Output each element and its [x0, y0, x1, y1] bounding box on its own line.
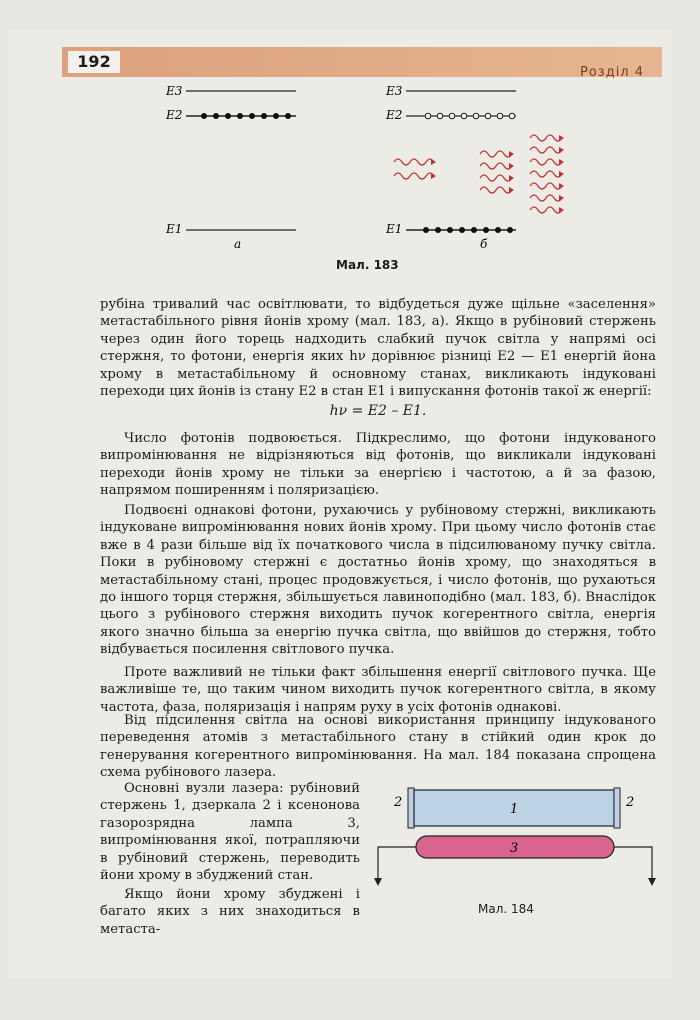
label-a: а — [234, 237, 242, 251]
mirror-right — [614, 788, 620, 828]
header-band — [62, 47, 662, 77]
paragraph-6: Основні вузли лазера: рубіновий стержень 1, дзеркала 2 і ксенонова газорозрядна лампа 3, випромінювання якої, потрапляючи в рубіновий стержень, переводить йони хрому в збуджений стан. — [100, 781, 360, 884]
mirror-left — [408, 788, 414, 828]
figure-183 — [150, 80, 570, 260]
paragraph-4: Проте важливий не тільки факт збільшення енергії світлового пучка. Ще важливіше те, що таким чином виходить пучок когерентного світла, в якому частота, фаза, поляризація і напрям руху в усіх фотонів однакові. — [100, 665, 656, 715]
photon-waves — [394, 135, 562, 213]
label-mirror-left: 2 — [394, 795, 403, 810]
figure-183-caption: Мал. 183 — [336, 258, 399, 272]
figure-184 — [370, 770, 660, 900]
level-label-e2-a: E2 — [166, 108, 183, 122]
level-label-e3-b: E3 — [386, 84, 403, 98]
wire-arrowheads — [374, 878, 656, 886]
page-number: 192 — [68, 51, 120, 73]
figure-184-caption: Мал. 184 — [478, 902, 534, 916]
level-label-e3-a: E3 — [166, 84, 183, 98]
diagram-b — [385, 84, 564, 251]
paragraph-2: Число фотонів подвоюється. Підкреслимо, що фотони індукованого випромінювання не відрізняються від фотонів, що викликали індуковані переходи йонів хрому не тільки за енергією і частотою, а й за фазою, напрямом поширенням і поляризацією. — [100, 431, 656, 499]
paragraph-5: Від підсилення світла на основі використання принципу індукованого переведення атомів з метастабільного стану в стійкий один крок до генерування когерентного випромінювання. На мал. 184 показана спрощена схема рубінового лазера. — [100, 713, 656, 781]
level-label-e1-a: E1 — [166, 222, 183, 236]
label-mirror-right: 2 — [626, 795, 635, 810]
paragraph-3: Подвоєні однакові фотони, рухаючись у рубіновому стержні, викликають індуковане випромінювання нових йонів хрому. При цьому число фотонів стає вже в 4 рази більше від їх початкового числа в підсилюваному пучку світла. Поки в рубіновому стержні є достатньо йонів хрому, що знаходяться в метастабільному стані, процес продовжується, і число фотонів, що рухаються до іншого торця стержня, збільшується лавиноподібно (мал. 183, б). Внаслідок цього з рубінового стержня виходить пучок когерентного світла, енергія якого значно більша за енергію пучка світла, що ввійшов до стержня, тобто відбувається посилення світлового пучка. — [100, 503, 656, 658]
paragraph-7: Якщо йони хрому збуджені і багато яких з них знаходиться в метаста- — [100, 887, 360, 937]
level-label-e2-b: E2 — [386, 108, 403, 122]
diagram-a — [165, 84, 296, 251]
level-label-e1-b: E1 — [386, 222, 403, 236]
section-label: Розділ 4 — [580, 65, 645, 80]
label-b: б — [480, 237, 488, 251]
formula: hν = E2 – E1. — [329, 403, 427, 419]
paragraph-1: рубіна тривалий час освітлювати, то відбудеться дуже щільне «заселення» метастабільного рівня йонів хрому (мал. 183, а). Якщо в рубіновий стержень через один його торець надходить слабкий пучок світла у напрямі осі стержня, то фотони, енергія яких hν дорівнює різниці E2 — E1 енергій йона хрому в метастабільному й основному станах, викликають індуковані переходи цих йонів із стану E2 в стан E1 і випускання фотонів такої ж енергії: — [100, 297, 656, 400]
photon-arrowheads — [431, 135, 564, 213]
label-rod: 1 — [510, 802, 519, 817]
label-lamp: 3 — [510, 841, 519, 856]
